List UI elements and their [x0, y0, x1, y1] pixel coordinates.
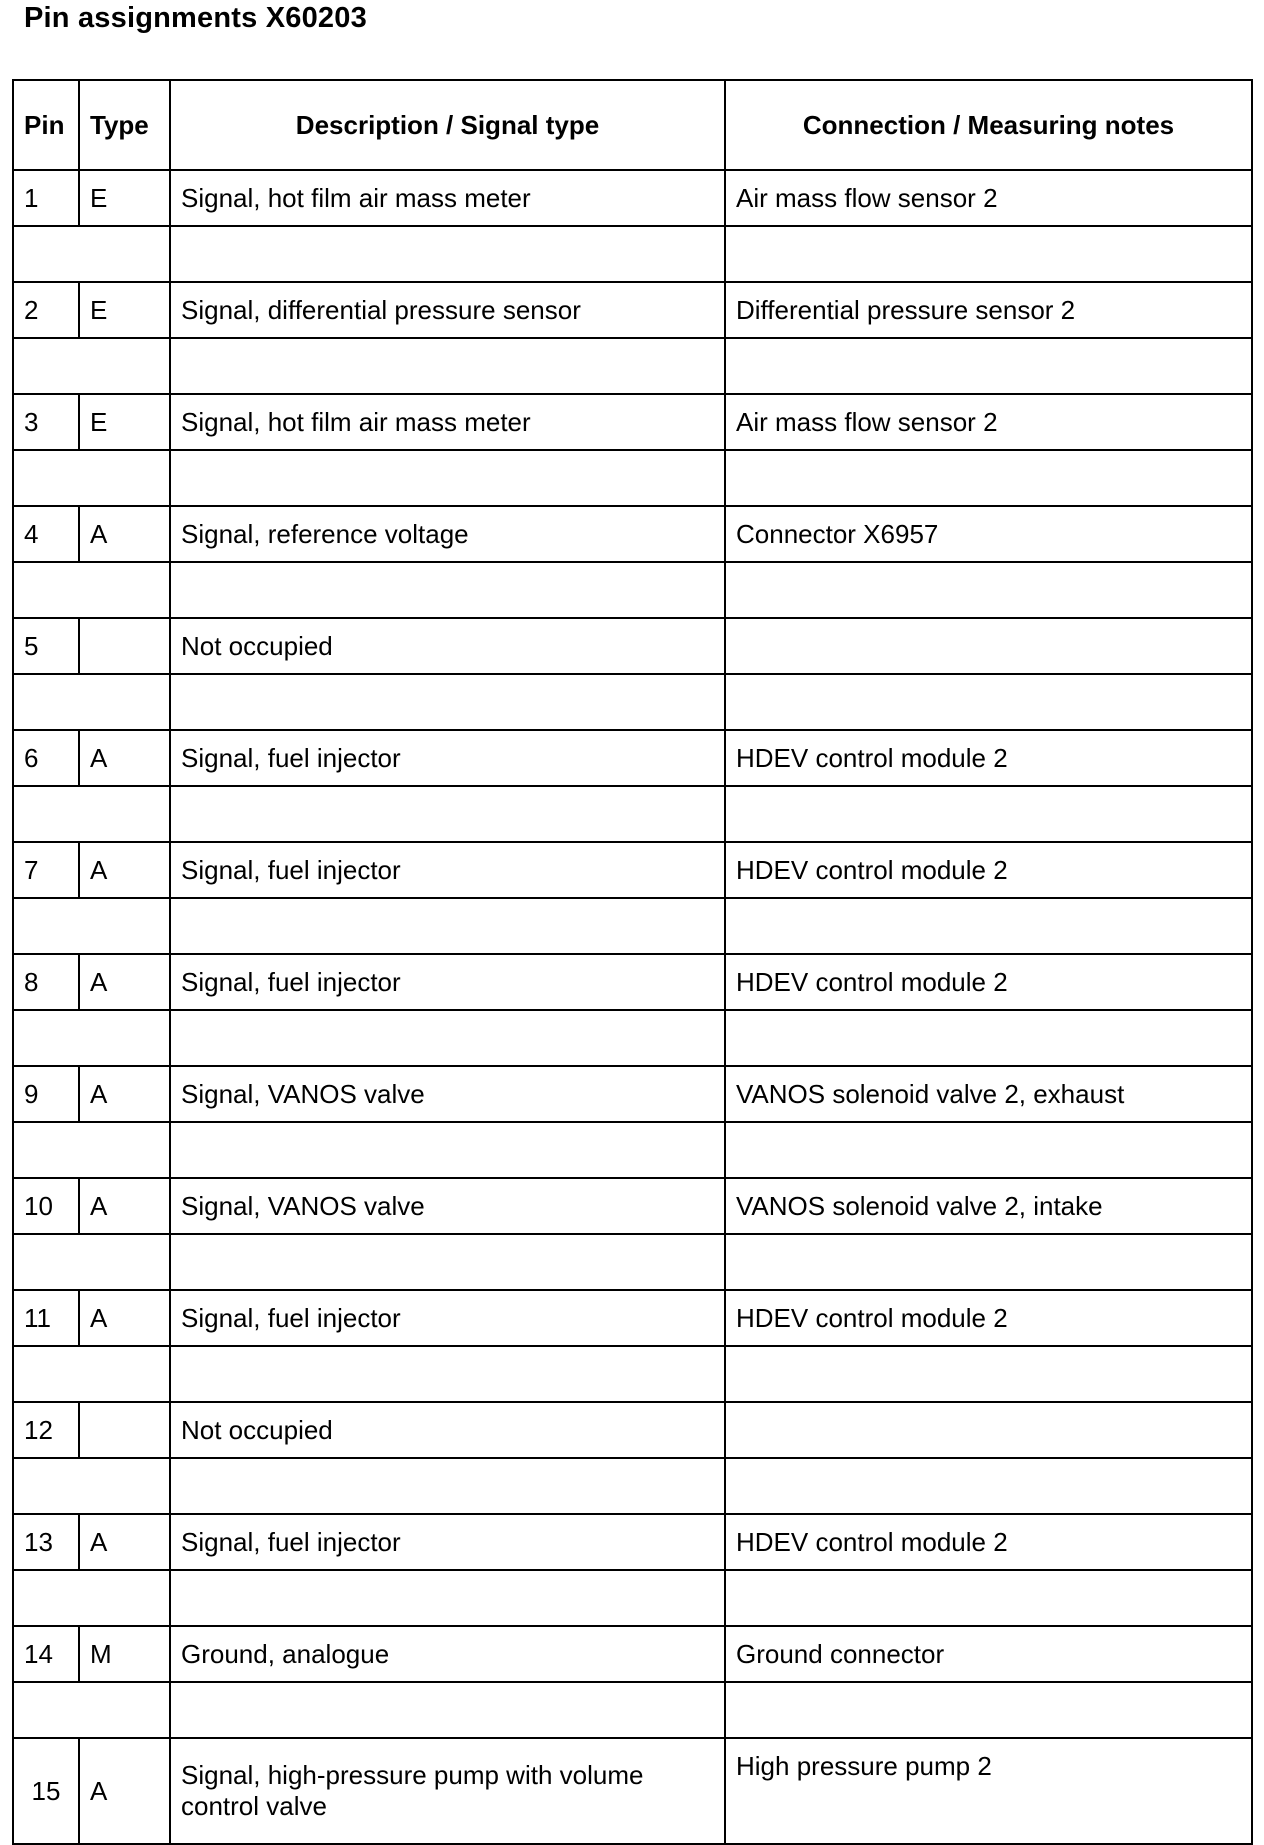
connection-cell: VANOS solenoid valve 2, exhaust [725, 1066, 1252, 1122]
pin-cell: 3 [13, 394, 79, 450]
spacer-row [13, 674, 1252, 730]
spacer-cell [13, 226, 170, 282]
spacer-row [13, 226, 1252, 282]
description-cell: Signal, fuel injector [170, 842, 725, 898]
description-cell: Not occupied [170, 618, 725, 674]
pin-cell: 12 [13, 1402, 79, 1458]
spacer-cell [725, 674, 1252, 730]
spacer-cell [725, 1346, 1252, 1402]
spacer-cell [725, 786, 1252, 842]
pin-cell: 6 [13, 730, 79, 786]
spacer-row [13, 1234, 1252, 1290]
spacer-cell [725, 1234, 1252, 1290]
pin-cell: 8 [13, 954, 79, 1010]
table-header-row [13, 80, 1252, 170]
spacer-cell [170, 1458, 725, 1514]
type-cell: A [79, 1290, 170, 1346]
spacer-row [13, 338, 1252, 394]
spacer-cell [170, 1122, 725, 1178]
spacer-cell [13, 1122, 170, 1178]
pin-cell: 11 [13, 1290, 79, 1346]
spacer-cell [170, 338, 725, 394]
connection-cell: HDEV control module 2 [725, 842, 1252, 898]
type-cell: M [79, 1626, 170, 1682]
spacer-cell [170, 898, 725, 954]
pin-cell: 9 [13, 1066, 79, 1122]
table-row [13, 954, 1252, 1010]
spacer-row [13, 1010, 1252, 1066]
spacer-row [13, 1122, 1252, 1178]
spacer-cell [13, 674, 170, 730]
spacer-cell [170, 786, 725, 842]
table-row [13, 730, 1252, 786]
spacer-row [13, 1570, 1252, 1626]
spacer-cell [725, 1010, 1252, 1066]
spacer-row [13, 1458, 1252, 1514]
spacer-cell [13, 1010, 170, 1066]
description-cell: Ground, analogue [170, 1626, 725, 1682]
spacer-cell [13, 1346, 170, 1402]
description-cell: Signal, fuel injector [170, 1290, 725, 1346]
connection-cell: HDEV control module 2 [725, 730, 1252, 786]
pin-assignment-table [12, 79, 1253, 1845]
description-cell: Signal, fuel injector [170, 954, 725, 1010]
description-cell: Not occupied [170, 1402, 725, 1458]
pin-cell: 1 [13, 170, 79, 226]
connection-cell: Connector X6957 [725, 506, 1252, 562]
type-cell: A [79, 1178, 170, 1234]
connection-cell: HDEV control module 2 [725, 1290, 1252, 1346]
pin-cell: 15 [13, 1738, 79, 1844]
spacer-cell [13, 338, 170, 394]
spacer-row [13, 1682, 1252, 1738]
page-title: Pin assignments X60203 [24, 2, 367, 34]
spacer-cell [725, 1122, 1252, 1178]
spacer-cell [725, 898, 1252, 954]
table-row [13, 1738, 1252, 1844]
spacer-cell [170, 1682, 725, 1738]
spacer-cell [13, 786, 170, 842]
spacer-row [13, 562, 1252, 618]
spacer-cell [725, 450, 1252, 506]
type-cell: A [79, 730, 170, 786]
spacer-row [13, 786, 1252, 842]
pin-cell: 13 [13, 1514, 79, 1570]
connection-cell [725, 618, 1252, 674]
spacer-cell [170, 1346, 725, 1402]
spacer-cell [725, 1570, 1252, 1626]
table-row [13, 506, 1252, 562]
table-row [13, 1178, 1252, 1234]
table-row [13, 618, 1252, 674]
spacer-row [13, 450, 1252, 506]
pin-cell: 5 [13, 618, 79, 674]
table-row [13, 1626, 1252, 1682]
table-row [13, 282, 1252, 338]
spacer-cell [13, 1234, 170, 1290]
table-row [13, 842, 1252, 898]
spacer-cell [170, 1234, 725, 1290]
type-cell: A [79, 1738, 170, 1844]
description-cell: Signal, reference voltage [170, 506, 725, 562]
table-row [13, 1066, 1252, 1122]
pin-cell: 10 [13, 1178, 79, 1234]
spacer-cell [13, 1570, 170, 1626]
description-cell: Signal, VANOS valve [170, 1066, 725, 1122]
type-cell [79, 1402, 170, 1458]
connection-cell: HDEV control module 2 [725, 954, 1252, 1010]
table-row [13, 1290, 1252, 1346]
connection-cell: VANOS solenoid valve 2, intake [725, 1178, 1252, 1234]
pin-cell: 7 [13, 842, 79, 898]
spacer-cell [725, 226, 1252, 282]
connection-cell [725, 1402, 1252, 1458]
connection-cell: HDEV control module 2 [725, 1514, 1252, 1570]
table-row [13, 394, 1252, 450]
pin-cell: 14 [13, 1626, 79, 1682]
spacer-cell [725, 338, 1252, 394]
table-row [13, 170, 1252, 226]
type-cell: A [79, 954, 170, 1010]
pin-cell: 4 [13, 506, 79, 562]
header-connection: Connection / Measuring notes [725, 80, 1252, 170]
spacer-cell [13, 562, 170, 618]
description-cell: Signal, VANOS valve [170, 1178, 725, 1234]
spacer-cell [170, 450, 725, 506]
spacer-cell [725, 1682, 1252, 1738]
description-cell: Signal, fuel injector [170, 730, 725, 786]
type-cell [79, 618, 170, 674]
connection-cell: Air mass flow sensor 2 [725, 394, 1252, 450]
spacer-cell [13, 898, 170, 954]
type-cell: E [79, 170, 170, 226]
description-cell: Signal, high-pressure pump with volume control valve [170, 1738, 725, 1844]
spacer-cell [725, 1458, 1252, 1514]
type-cell: A [79, 506, 170, 562]
spacer-row [13, 1346, 1252, 1402]
description-cell: Signal, hot film air mass meter [170, 394, 725, 450]
spacer-cell [170, 1010, 725, 1066]
table-row [13, 1402, 1252, 1458]
header-description: Description / Signal type [170, 80, 725, 170]
spacer-cell [170, 674, 725, 730]
type-cell: E [79, 394, 170, 450]
header-pin: Pin [13, 80, 79, 170]
spacer-cell [13, 450, 170, 506]
description-cell: Signal, hot film air mass meter [170, 170, 725, 226]
description-cell: Signal, differential pressure sensor [170, 282, 725, 338]
spacer-cell [13, 1682, 170, 1738]
connection-cell: Air mass flow sensor 2 [725, 170, 1252, 226]
type-cell: A [79, 1066, 170, 1122]
spacer-row [13, 898, 1252, 954]
spacer-cell [170, 562, 725, 618]
type-cell: E [79, 282, 170, 338]
spacer-cell [13, 1458, 170, 1514]
header-type: Type [79, 80, 170, 170]
pin-cell: 2 [13, 282, 79, 338]
table-body [13, 170, 1252, 1844]
table-row [13, 1514, 1252, 1570]
connection-cell: Ground connector [725, 1626, 1252, 1682]
spacer-cell [170, 1570, 725, 1626]
description-cell: Signal, fuel injector [170, 1514, 725, 1570]
type-cell: A [79, 1514, 170, 1570]
connection-cell: Differential pressure sensor 2 [725, 282, 1252, 338]
spacer-cell [725, 562, 1252, 618]
type-cell: A [79, 842, 170, 898]
connection-cell: High pressure pump 2 [725, 1738, 1252, 1844]
spacer-cell [170, 226, 725, 282]
